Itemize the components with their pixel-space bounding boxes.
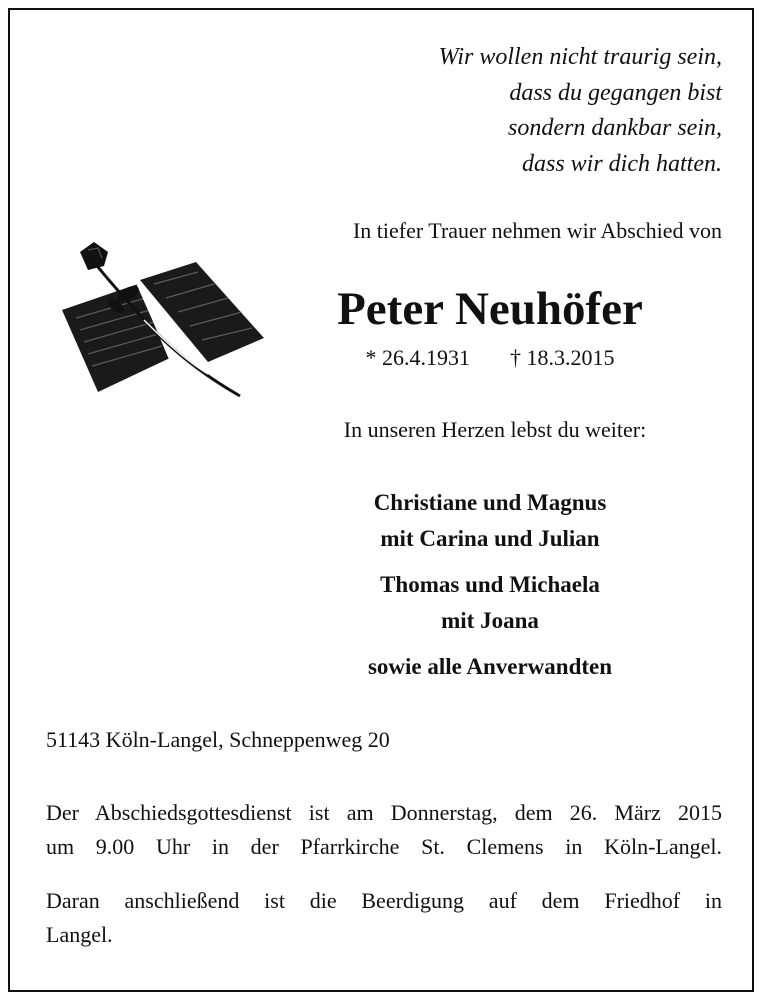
address-line: 51143 Köln-Langel, Schneppenweg 20 xyxy=(46,727,390,752)
poem-line: dass wir dich hatten. xyxy=(521,150,722,177)
poem xyxy=(439,40,722,182)
mourner-line: mit Joana xyxy=(441,608,539,633)
poem-line: Wir wollen nicht traurig sein, xyxy=(438,44,722,70)
burial-line: Daran anschließend ist die Beerdigung auf dem Friedhof in xyxy=(46,888,722,913)
motto-text: In unseren Herzen lebst du weiter: xyxy=(343,417,647,442)
life-dates xyxy=(270,345,710,371)
deceased-name: Peter Neuhöfer xyxy=(337,283,643,335)
service-info xyxy=(46,796,722,864)
book-with-rose-icon xyxy=(58,240,268,420)
mourner-line: sowie alle Anverwandten xyxy=(367,654,613,679)
service-line: Der Abschiedsgottesdienst ist am Donnerstag, dem 26. März 2015 xyxy=(46,800,722,825)
mourners-list xyxy=(270,485,710,685)
mourner-line: Thomas und Michaela xyxy=(380,572,600,597)
birth-date: * 26.4.1931 xyxy=(365,345,470,370)
poem-line: sondern dankbar sein, xyxy=(508,115,722,141)
service-line: um 9.00 Uhr in der Pfarrkirche St. Clemens in Köln-Langel. xyxy=(46,834,722,859)
poem-line: dass du gegangen bist xyxy=(509,79,722,106)
mourner-line: mit Carina und Julian xyxy=(380,526,600,551)
burial-line: Langel. xyxy=(46,922,113,947)
burial-info xyxy=(46,884,722,952)
mourner-line: Christiane und Magnus xyxy=(373,490,607,515)
intro-text: In tiefer Trauer nehmen wir Abschied von xyxy=(352,218,722,243)
death-date: † 18.3.2015 xyxy=(510,345,615,370)
